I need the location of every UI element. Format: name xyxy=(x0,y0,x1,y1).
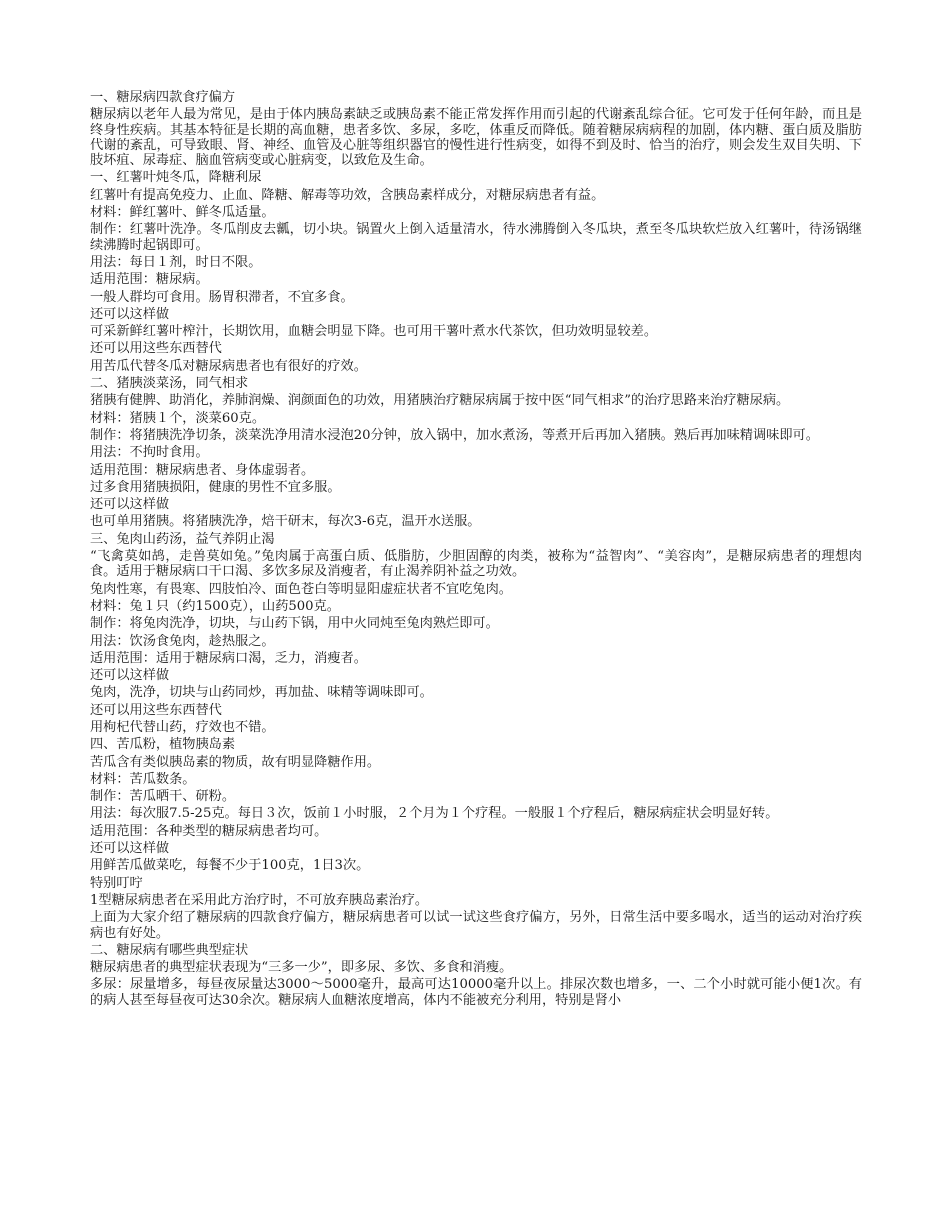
paragraph: 用法：饮汤食兔肉，趁热服之。 xyxy=(90,633,275,649)
paragraph: 制作：将兔肉洗净，切块，与山药下锅，用中火同炖至兔肉熟烂即可。 xyxy=(90,616,499,632)
paragraph: 用法：每日１剂，时日不限。 xyxy=(90,254,262,270)
paragraph: 苦瓜含有类似胰岛素的物质，故有明显降糖作用。 xyxy=(90,754,381,770)
paragraph: 用鲜苦瓜做菜吃，每餐不少于100克，1日3次。 xyxy=(90,858,370,874)
section-heading: 四、苦瓜粉，植物胰岛素 xyxy=(90,737,236,753)
paragraph: 还可以用这些东西替代 xyxy=(90,702,222,718)
section-heading: 三、兔肉山药汤，益气养阴止渴 xyxy=(90,531,275,547)
paragraph: 材料：猪胰１个，淡菜60克。 xyxy=(90,410,266,426)
document-body xyxy=(90,90,862,1010)
paragraph: 可采新鲜红薯叶榨汁，长期饮用，血糖会明显下降。也可用干薯叶煮水代茶饮，但功效明显较差。 xyxy=(90,324,658,340)
paragraph: 制作：将猪胰洗净切条，淡菜洗净用清水浸泡20分钟，放入锅中，加水煮汤，等煮开后再加入猪胰。熟后再加味精调味即可。 xyxy=(90,427,819,443)
paragraph: 红薯叶有提高免疫力、止血、降糖、解毒等功效，含胰岛素样成分，对糖尿病患者有益。 xyxy=(90,187,605,203)
section-heading: 二、猪胰淡菜汤，同气相求 xyxy=(90,376,249,392)
paragraph: 猪胰有健脾、助消化，养肺润燥、润颜面色的功效，用猪胰治疗糖尿病属于按中医“同气相求”的治疗思路来治疗糖尿病。 xyxy=(90,393,790,409)
paragraph: 适用范围：糖尿病。 xyxy=(90,272,209,288)
paragraph: 用枸杞代替山药，疗效也不错。 xyxy=(90,719,275,735)
section-heading: 二、糖尿病有哪些典型症状 xyxy=(90,942,249,958)
intro-paragraph: 糖尿病以老年人最为常见，是由于体内胰岛素缺乏或胰岛素不能正常发挥作用而引起的代谢紊乱综合征。它可发于任何年龄，而且是终身性疾病。其基本特征是长期的高血糖，患者多饮、多尿，多吃，体重反而降低。随着糖尿病病程的加剧，体内糖、蛋白质及脂肪代谢的紊乱，可导致眼、肾、神经、血管及心脏等组织器官的慢性进行性病变，如得不到及时、恰当的治疗，则会发生双目失明、下肢坏疽、尿毒症、脑血管病变或心脏病变，以致危及生命。 xyxy=(90,107,862,169)
paragraph: 制作：红薯叶洗净。冬瓜削皮去瓤，切小块。锅置火上倒入适量清水，待水沸腾倒入冬瓜块，煮至冬瓜块软烂放入红薯叶，待汤锅继续沸腾时起锅即可。 xyxy=(90,222,862,253)
paragraph: 用法：每次服7.5-25克。每日３次，饭前１小时服，２个月为１个疗程。一般服１个疗程后，糖尿病症状会明显好转。 xyxy=(90,806,779,822)
paragraph: 还可以这样做 xyxy=(90,306,170,322)
paragraph: 材料：兔１只（约1500克），山药500克。 xyxy=(90,598,340,614)
paragraph: 还可以这样做 xyxy=(90,497,170,513)
paragraph: 兔肉，洗净，切块与山药同炒，再加盐、味精等调味即可。 xyxy=(90,685,433,701)
paragraph: 还可以这样做 xyxy=(90,668,170,684)
paragraph: 材料：苦瓜数条。 xyxy=(90,771,196,787)
paragraph: 糖尿病患者的典型症状表现为“三多一少”，即多尿、多饮、多食和消瘦。 xyxy=(90,960,513,976)
paragraph: 多尿：尿量增多，每昼夜尿量达3000～5000毫升，最高可达10000毫升以上。排尿次数也增多，一、二个小时就可能小便1次。有的病人甚至每昼夜可达30余次。糖尿病人血糖浓度增高，体内不能被充分利用，特别是肾小 xyxy=(90,977,862,1008)
paragraph: 还可以用这些东西替代 xyxy=(90,341,222,357)
paragraph: 特别叮咛 xyxy=(90,875,143,891)
paragraph: 材料：鲜红薯叶、鲜冬瓜适量。 xyxy=(90,205,275,221)
paragraph: 一般人群均可食用。肠胃积滞者，不宜多食。 xyxy=(90,289,354,305)
doc-title: 一、糖尿病四款食疗偏方 xyxy=(90,90,236,105)
paragraph: 适用范围：各种类型的糖尿病患者均可。 xyxy=(90,823,328,839)
section-heading: 一、红薯叶炖冬瓜，降糖利尿 xyxy=(90,170,262,186)
paragraph: 还可以这样做 xyxy=(90,841,170,857)
paragraph: 1型糖尿病患者在采用此方治疗时，不可放弃胰岛素治疗。 xyxy=(90,892,429,908)
paragraph: 制作：苦瓜晒干、研粉。 xyxy=(90,789,236,805)
paragraph: 适用范围：糖尿病患者、身体虚弱者。 xyxy=(90,462,315,478)
paragraph: 过多食用猪胰损阳，健康的男性不宜多服。 xyxy=(90,479,341,495)
paragraph: 上面为大家介绍了糖尿病的四款食疗偏方，糖尿病患者可以试一试这些食疗偏方，另外，日常生活中要多喝水，适当的运动对治疗疾病也有好处。 xyxy=(90,910,862,941)
paragraph: 也可单用猪胰。将猪胰洗净，焙干研末，每次3-6克，温开水送服。 xyxy=(90,514,481,530)
paragraph: 用苦瓜代替冬瓜对糖尿病患者也有很好的疗效。 xyxy=(90,358,367,374)
paragraph: 用法：不拘时食用。 xyxy=(90,445,209,461)
paragraph: 适用范围：适用于糖尿病口渴，乏力，消瘦者。 xyxy=(90,650,367,666)
paragraph: “飞禽莫如鸪，走兽莫如兔。”兔肉属于高蛋白质、低脂肪，少胆固醇的肉类，被称为“益智肉”、“美容肉”，是糖尿病患者的理想肉食。适用于糖尿病口干口渴、多饮多尿及消瘦者，有止渴养阴补益之功效。 xyxy=(90,549,862,580)
paragraph: 兔肉性寒，有畏寒、四肢怕冷、面色苍白等明显阳虚症状者不宜吃兔肉。 xyxy=(90,581,512,597)
